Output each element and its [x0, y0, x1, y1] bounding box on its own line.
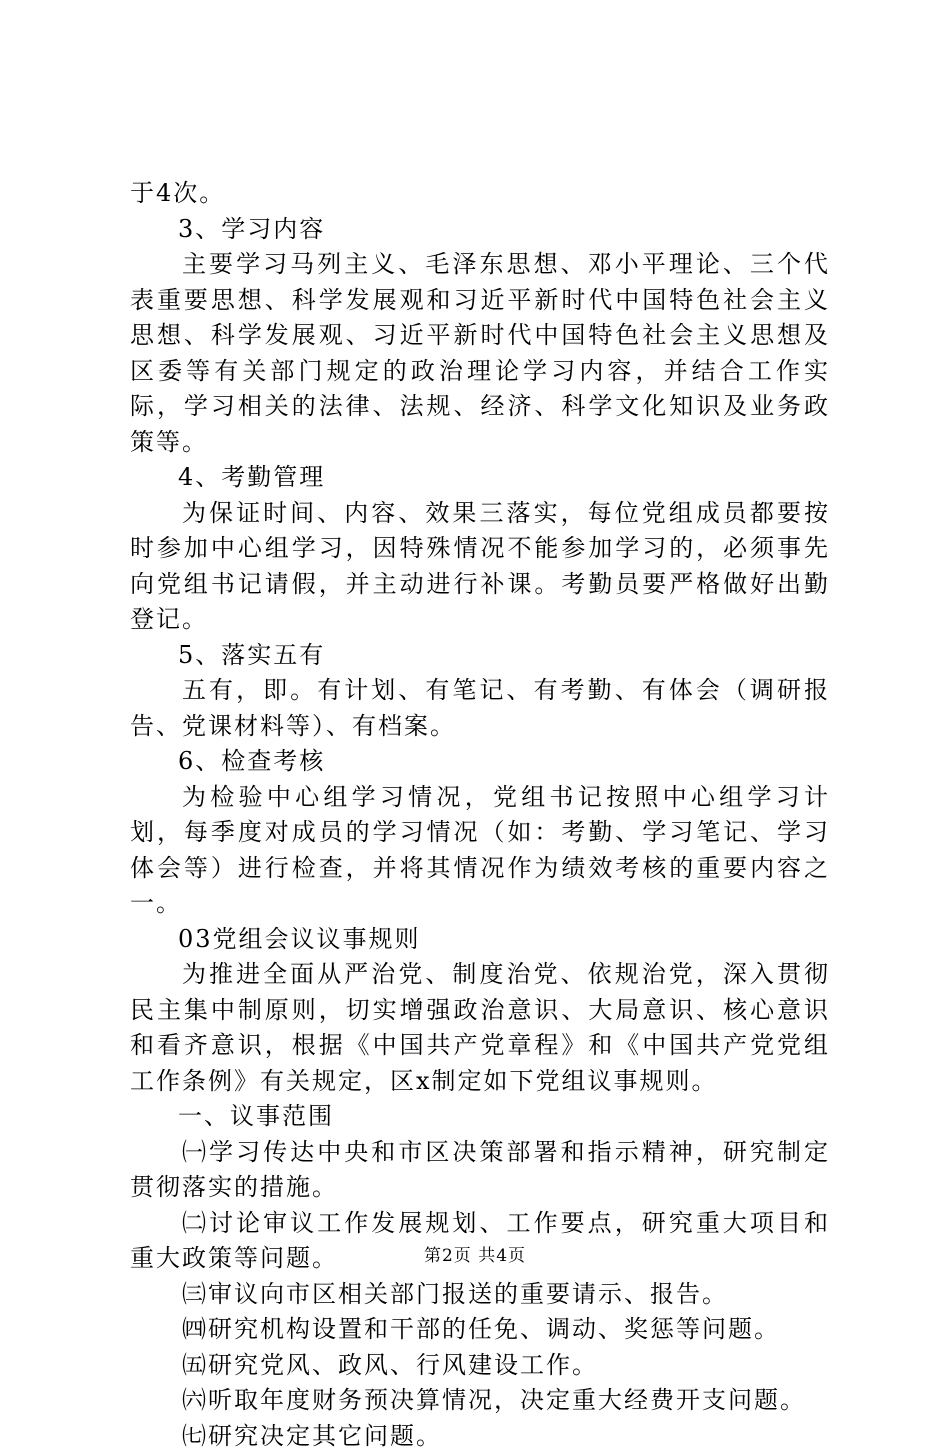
paragraph-inspection: 为检验中心组学习情况，党组书记按照中心组学习计划，每季度对成员的学习情况（如：考勤、学习笔记、学习体会等）进行检查，并将其情况作为绩效考核的重要内容之一。	[130, 780, 830, 922]
list-item-scope-5: ㈤研究党风、政风、行风建设工作。	[130, 1348, 830, 1384]
page-number-footer: 第2页 共4页	[0, 1244, 950, 1268]
list-item-scope-4: ㈣研究机构设置和干部的任免、调动、奖惩等问题。	[130, 1312, 830, 1348]
section-heading-inspection: 6、检查考核	[130, 744, 830, 780]
list-item-scope-1: ㈠学习传达中央和市区决策部署和指示精神，研究制定贯彻落实的措施。	[130, 1135, 830, 1206]
paragraph-study-content: 主要学习马列主义、毛泽东思想、邓小平理论、三个代表重要思想、科学发展观和习近平新时代中国特色社会主义思想、科学发展观、习近平新时代中国特色社会主义思想及区委等有关部门规定的政治理论学习内容，并结合工作实际，学习相关的法律、法规、经济、科学文化知识及业务政策等。	[130, 247, 830, 460]
section-heading-five-haves: 5、落实五有	[130, 638, 830, 674]
paragraph-meeting-rules: 为推进全面从严治党、制度治党、依规治党，深入贯彻民主集中制原则，切实增强政治意识、大局意识、核心意识和看齐意识，根据《中国共产党章程》和《中国共产党党组工作条例》有关规定，区x制定如下党组议事规则。	[130, 957, 830, 1099]
section-heading-scope: 一、议事范围	[130, 1099, 830, 1135]
list-item-scope-2: ㈡讨论审议工作发展规划、工作要点，研究重大项目和重大政策等问题。	[130, 1206, 830, 1277]
paragraph-five-haves: 五有，即。有计划、有笔记、有考勤、有体会（调研报告、党课材料等）、有档案。	[130, 673, 830, 744]
section-heading-attendance: 4、考勤管理	[130, 460, 830, 496]
paragraph-attendance: 为保证时间、内容、效果三落实，每位党组成员都要按时参加中心组学习，因特殊情况不能参加学习的，必须事先向党组书记请假，并主动进行补课。考勤员要严格做好出勤登记。	[130, 496, 830, 638]
paragraph-0: 于4次。	[130, 176, 830, 212]
section-heading-meeting-rules: 03党组会议议事规则	[130, 922, 830, 958]
section-heading-study-content: 3、学习内容	[130, 212, 830, 248]
list-item-scope-6: ㈥听取年度财务预决算情况，决定重大经费开支问题。	[130, 1383, 830, 1419]
list-item-scope-3: ㈢审议向市区相关部门报送的重要请示、报告。	[130, 1277, 830, 1313]
list-item-scope-7: ㈦研究决定其它问题。	[130, 1419, 830, 1454]
